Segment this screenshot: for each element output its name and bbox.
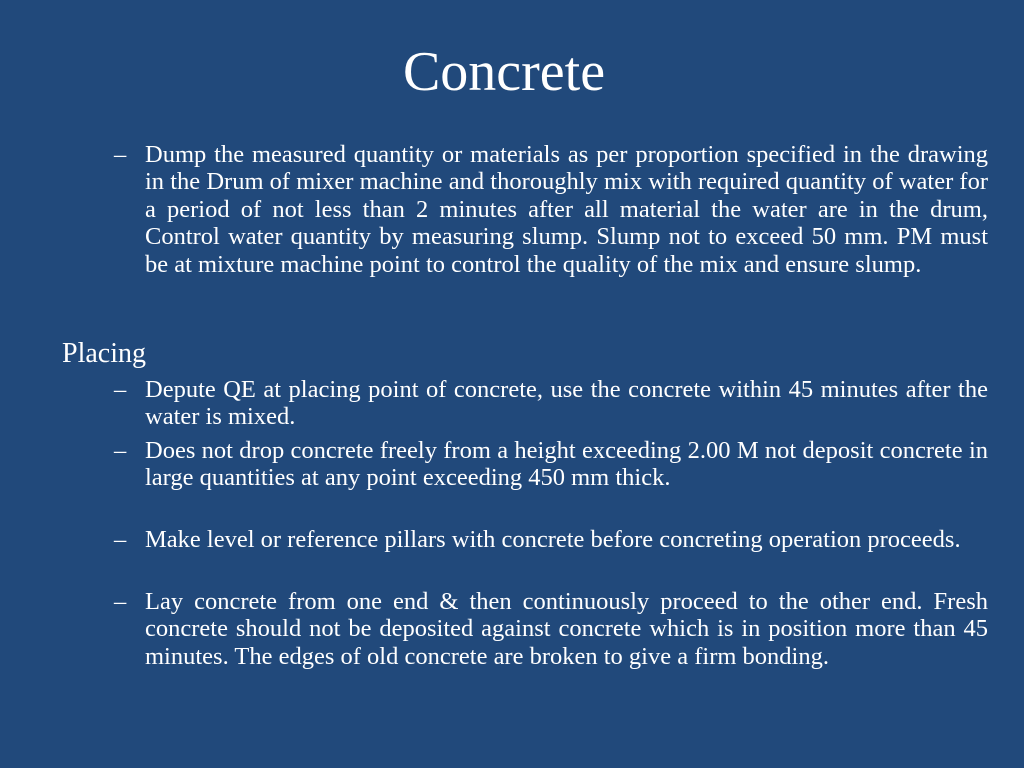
placing-bullet-2: [114, 437, 988, 492]
slide-title: Concrete: [402, 41, 606, 103]
bullet-dash: –: [114, 141, 127, 168]
bullet-dash: –: [114, 526, 127, 553]
bullet-text: Make level or reference pillars with concrete before concreting operation proceeds.: [145, 526, 961, 553]
bullet-text: Lay concrete from one end & then continuously proceed to the other end. Fresh concrete should not be deposited against concrete which is in position more than 45 minutes. The edges of old concrete are broken to give a firm bonding.: [145, 588, 988, 670]
bullet-text: Does not drop concrete freely from a height exceeding 2.00 M not deposit concrete in large quantities at any point exceeding 450 mm thick.: [145, 437, 988, 492]
bullet-text: Depute QE at placing point of concrete, use the concrete within 45 minutes after the water is mixed.: [145, 376, 988, 431]
placing-heading: Placing: [62, 338, 146, 369]
mixing-bullet-1: [114, 141, 988, 278]
bullet-dash: –: [114, 437, 127, 464]
placing-bullet-4: [114, 588, 988, 670]
bullet-text: Dump the measured quantity or materials as per proportion specified in the drawing in the Drum of mixer machine and thoroughly mix with required quantity of water for a period of not less than 2 minutes after all material the water are in the drum, Control water quantity by measuring slump. Slump not to exceed 50 mm. PM must be at mixture machine point to control the quality of the mix and ensure slump.: [145, 141, 988, 278]
placing-bullet-3: [114, 526, 988, 553]
placing-bullet-1: [114, 376, 988, 431]
bullet-dash: –: [114, 588, 127, 615]
bullet-dash: –: [114, 376, 127, 403]
